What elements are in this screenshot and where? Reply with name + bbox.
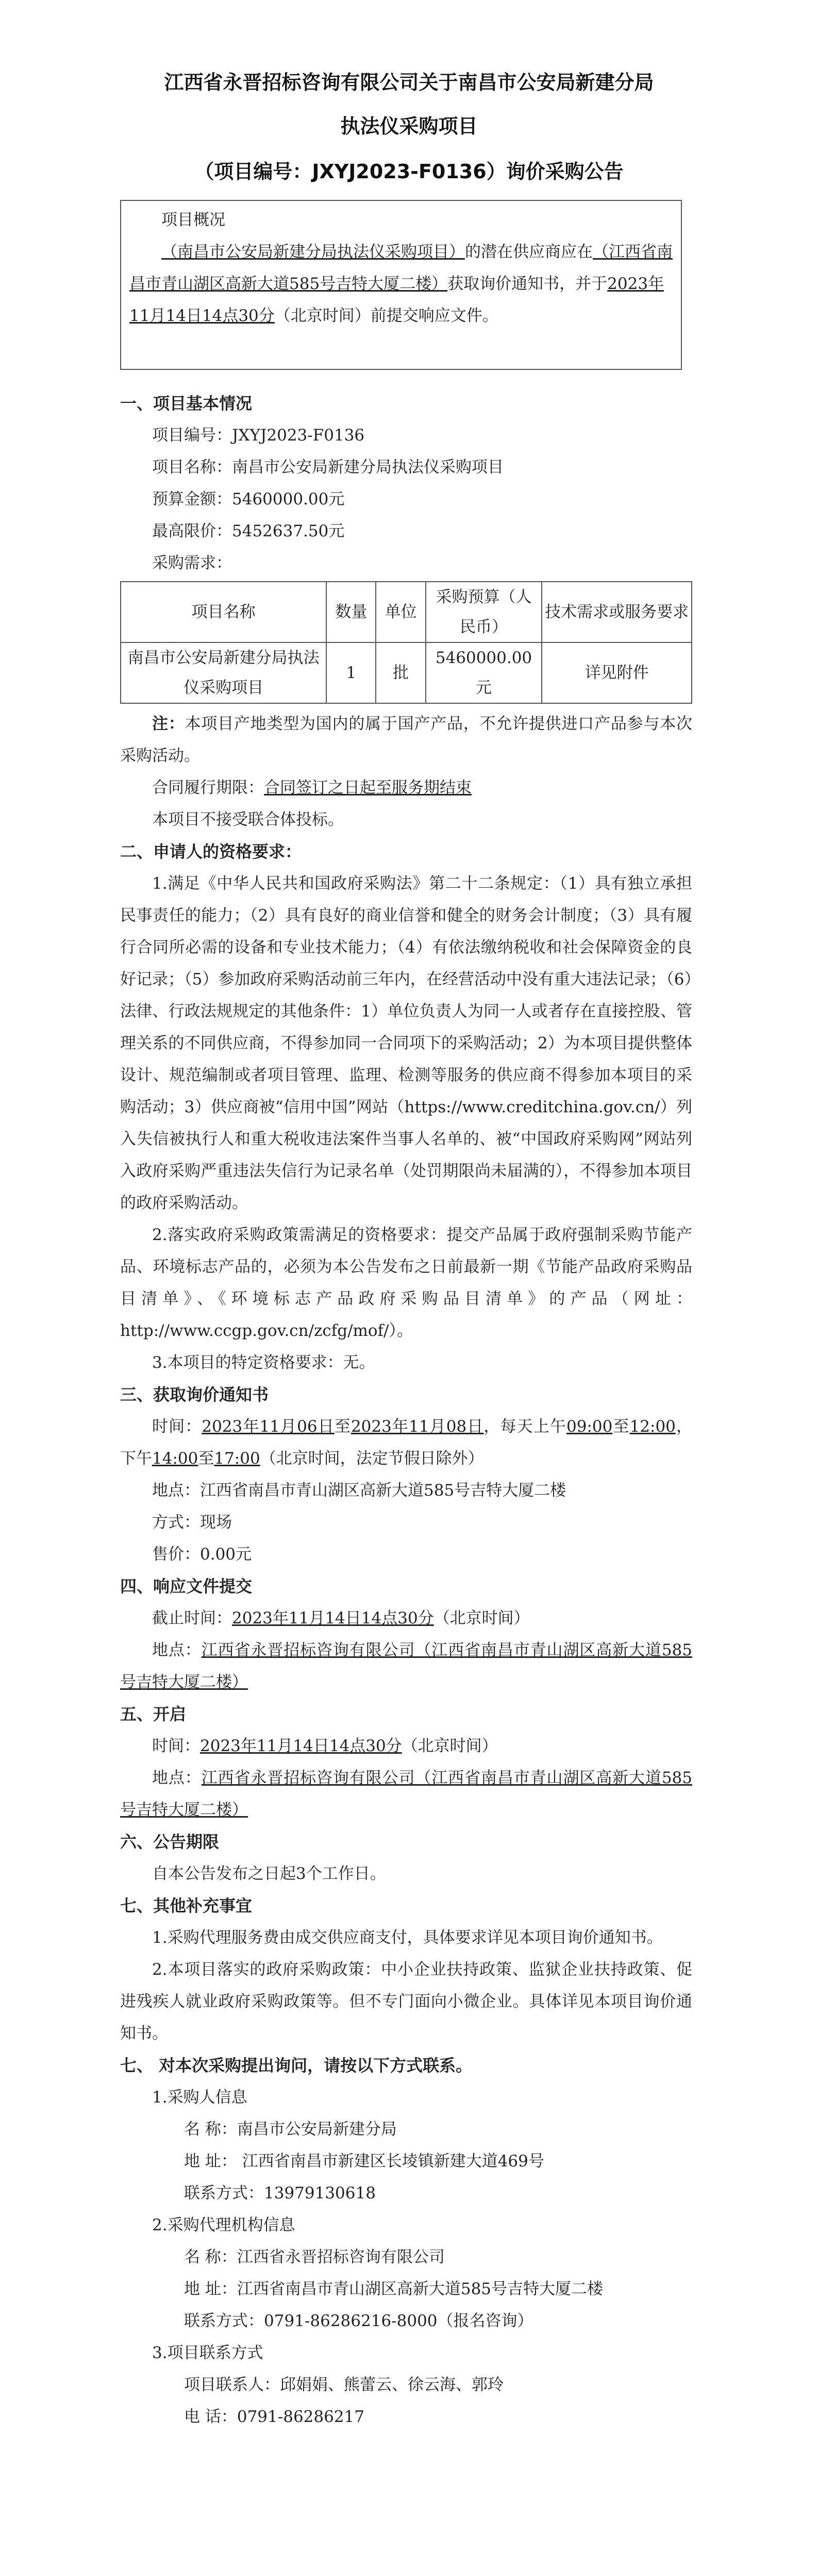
section-6-heading: 六、公告期限 bbox=[120, 1832, 220, 1852]
cell-quantity: 1 bbox=[326, 642, 376, 703]
buyer-address: 地 址： 江西省南昌市新建区长堎镇新建大道469号 bbox=[184, 2152, 544, 2171]
buyer-name: 名 称：南昌市公安局新建分局 bbox=[184, 2120, 397, 2139]
announcement-period: 自本公告发布之日起3个工作日。 bbox=[152, 1865, 386, 1883]
cell-unit: 批 bbox=[376, 642, 425, 703]
project-code: 项目编号：JXYJ2023-F0136 bbox=[152, 426, 365, 445]
project-overview-box bbox=[120, 200, 682, 370]
consortium-note: 本项目不接受联合体投标。 bbox=[152, 810, 344, 829]
th-budget: 采购预算（人民币） bbox=[426, 582, 542, 642]
cell-tech-requirement: 详见附件 bbox=[542, 642, 692, 703]
cell-project-name: 南昌市公安局新建分局执法仪采购项目 bbox=[121, 642, 326, 703]
buyer-phone: 联系方式：13979130618 bbox=[184, 2184, 376, 2202]
qualification-3: 3.本项目的特定资格要求：无。 bbox=[152, 1353, 375, 1372]
submission-deadline: 截止时间：2023年11月14日14点30分（北京时间） bbox=[152, 1609, 530, 1628]
table-header-row bbox=[121, 582, 692, 642]
project-contact-phone: 电 话：0791-86286217 bbox=[184, 2408, 365, 2426]
buyer-info-label: 1.采购人信息 bbox=[152, 2088, 247, 2107]
submission-place: 地点：江西省永晋招标咨询有限公司（江西省南昌市青山湖区高新大道585号吉特大厦二楼） bbox=[120, 1641, 693, 1691]
qualification-2: 2.落实政府采购政策需满足的资格要求：提交产品属于政府强制采购节能产品、环境标志产品的，必须为本公告发布之日前最新一期《节能产品政府采购品目清单》、《环境标志产品政府采购品目清单》的产品（网址：http://www.ccgp.gov.cn/zcfg/mof/）。 bbox=[120, 1226, 692, 1340]
overview-project-name: （南昌市公安局新建分局执法仪采购项目） bbox=[161, 243, 465, 261]
project-contact-label: 3.项目联系方式 bbox=[152, 2344, 263, 2362]
agent-phone: 联系方式：0791-86286216-8000（报名咨询） bbox=[184, 2312, 533, 2330]
agent-name: 名 称：江西省永晋招标咨询有限公司 bbox=[184, 2248, 445, 2266]
section-4-heading: 四、响应文件提交 bbox=[120, 1577, 253, 1596]
agent-info-label: 2.采购代理机构信息 bbox=[152, 2216, 295, 2234]
max-price: 最高限价：5452637.50元 bbox=[152, 522, 345, 540]
qualification-1: 1.满足《中华人民共和国政府采购法》第二十二条规定：（1）具有独立承担民事责任的能力；（2）具有良好的商业信誉和健全的财务会计制度；（3）具有履行合同所必需的设备和专业技术能力；（4）有依法缴纳税收和社会保障资金的良好记录；（5）参加政府采购活动前三年内，在经营活动中没有重大违法记录；（6）法律、行政法规规定的其他条件：1）单位负责人为同一人或者存在直接控股、管理关系的不同供应商，不得参加同一合同项下的采购活动；2）为本项目提供整体设计、规范编制或者项目管理、监理、检测等服务的供应商不得参加本项目的采购活动；3）供应商被“信用中国”网站（https://www.creditchina.gov.cn/）列入失信被执行人和重大税收违法案件当事人名单的、被“中国政府采购网”网站列入政府采购严重违法失信行为记录名单（处罚期限尚未届满的），不得参加本项目的政府采购活动。 bbox=[120, 874, 692, 1212]
section-7-heading: 七、其他补充事宜 bbox=[120, 1896, 253, 1916]
cell-budget: 5460000.00元 bbox=[426, 642, 542, 703]
requirement-label: 采购需求： bbox=[152, 554, 232, 572]
project-contact-people: 项目联系人：邱娟娟、熊蕾云、徐云海、郭玲 bbox=[184, 2376, 504, 2394]
contract-term: 合同履行期限：合同签订之日起至服务期结束 bbox=[152, 778, 472, 797]
th-quantity: 数量 bbox=[326, 582, 376, 642]
obtain-price: 售价：0.00元 bbox=[152, 1545, 252, 1564]
supplement-1: 1.采购代理服务费由成交供应商支付，具体要求详见本项目询价通知书。 bbox=[152, 1928, 663, 1947]
overview-deadline: 2023年11月14日14点30分 bbox=[129, 275, 664, 325]
table-row bbox=[121, 642, 692, 703]
announcement-body bbox=[120, 387, 692, 2433]
obtain-method: 方式：现场 bbox=[152, 1513, 232, 1532]
th-tech-requirement: 技术需求或服务要求 bbox=[542, 582, 692, 642]
opening-time: 时间：2023年11月14日14点30分（北京时间） bbox=[152, 1737, 498, 1755]
title-line-2: 执法仪采购项目 bbox=[340, 115, 478, 138]
overview-label: 项目概况 bbox=[161, 211, 225, 229]
th-unit: 单位 bbox=[376, 582, 425, 642]
contact-heading: 七、 对本次采购提出询问，请按以下方式联系。 bbox=[120, 2056, 473, 2075]
section-1-heading: 一、项目基本情况 bbox=[120, 394, 253, 413]
opening-place: 地点：江西省永晋招标咨询有限公司（江西省南昌市青山湖区高新大道585号吉特大厦二楼） bbox=[120, 1769, 693, 1819]
section-3-heading: 三、获取询价通知书 bbox=[120, 1385, 269, 1404]
section-5-heading: 五、开启 bbox=[120, 1704, 187, 1724]
overview-text: （南昌市公安局新建分局执法仪采购项目）的潜在供应商应在（江西省南昌市青山湖区高新大道585号吉特大厦二楼）获取询价通知书，并于2023年11月14日14点30分（北京时间）前提交响应文件。 bbox=[129, 243, 673, 325]
section-2-heading: 二、申请人的资格要求： bbox=[120, 842, 302, 861]
budget-amount: 预算金额：5460000.00元 bbox=[152, 490, 345, 509]
obtain-place: 地点：江西省南昌市青山湖区高新大道585号吉特大厦二楼 bbox=[152, 1481, 566, 1500]
overview-address: （江西省南昌市青山湖区高新大道585号吉特大厦二楼） bbox=[129, 243, 673, 293]
th-project-name: 项目名称 bbox=[121, 582, 326, 642]
title-line-3: （项目编号：JXYJ2023-F0136）询价采购公告 bbox=[194, 160, 624, 183]
product-origin-note: 注：本项目产地类型为国内的属于国产产品，不允许提供进口产品参与本次采购活动。 bbox=[120, 715, 692, 765]
title-line-1: 江西省永晋招标咨询有限公司关于南昌市公安局新建分局 bbox=[164, 71, 654, 94]
obtain-time: 时间：2023年11月06日至2023年11月08日，每天上午09:00至12:00，下午14:00至17:00（北京时间，法定节假日除外） bbox=[120, 1417, 693, 1468]
supplement-2: 2.本项目落实的政府采购政策：中小企业扶持政策、监狱企业扶持政策、促进残疾人就业政府采购政策等。但不专门面向小微企业。具体详见本项目询价通知书。 bbox=[120, 1960, 692, 2043]
agent-address: 地 址：江西省南昌市青山湖区高新大道585号吉特大厦二楼 bbox=[184, 2280, 604, 2298]
project-name: 项目名称：南昌市公安局新建分局执法仪采购项目 bbox=[152, 458, 504, 477]
requirement-table bbox=[120, 581, 692, 704]
